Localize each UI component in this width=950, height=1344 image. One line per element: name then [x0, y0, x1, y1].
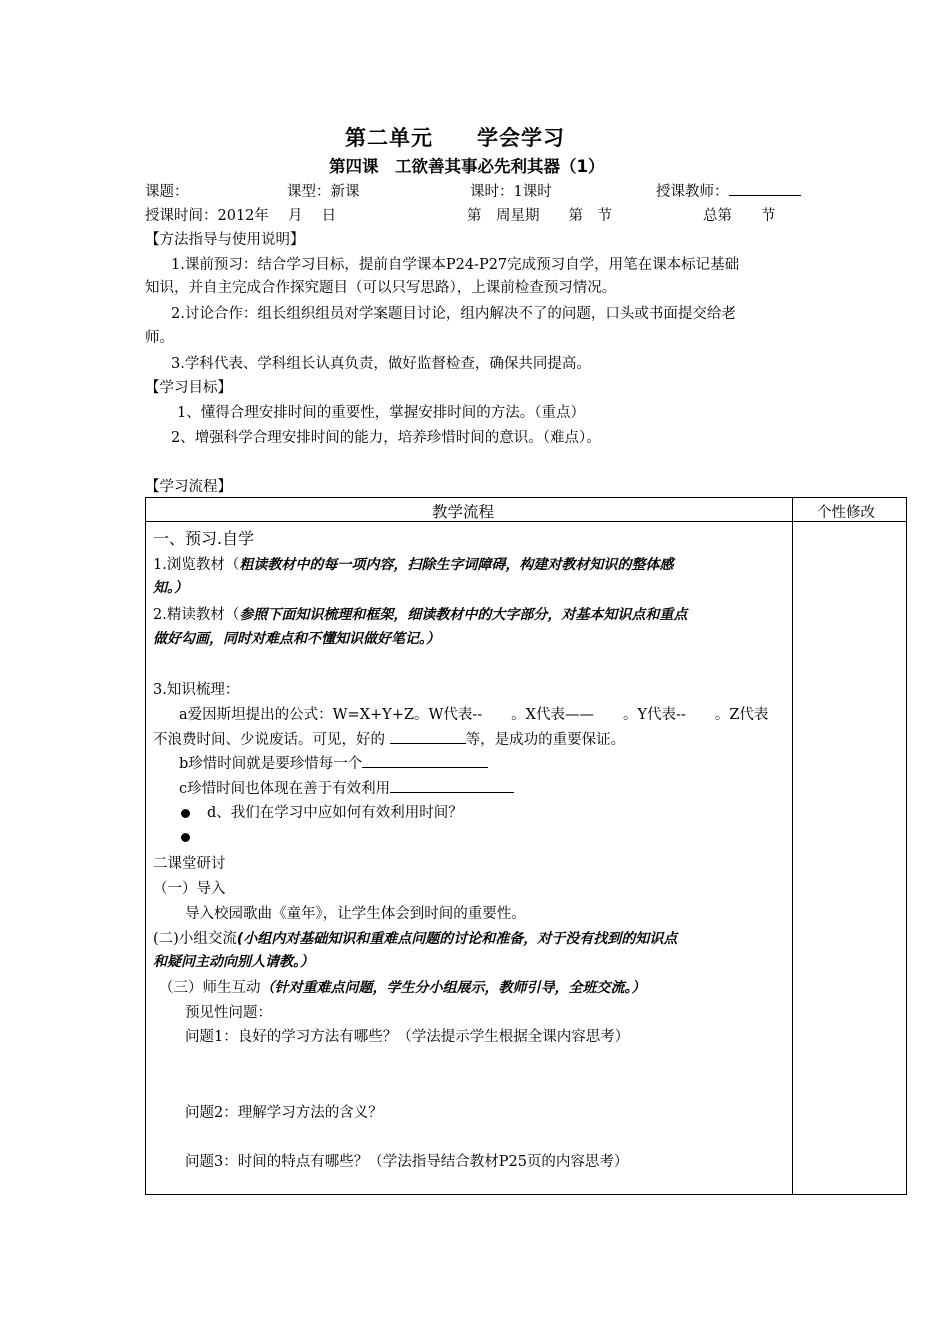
sub-group: (二)小组交流(小组内对基础知识和重难点问题的讨论和准备，对于没有找到的知识点: [153, 931, 678, 947]
info-topic: 课题：: [145, 184, 189, 200]
goal-2: 2、增强科学合理安排时间的能力，培养珍惜时间的意识。（难点）。: [171, 430, 601, 446]
step-browse: 1.浏览教材（粗读教材中的每一项内容，扫除生字词障碍，构建对教材知识的整体感: [153, 557, 674, 573]
lesson-title: 第四课 工欲善其事必先利其器（1）: [329, 157, 605, 176]
item-d: d、我们在学习中应如何有效利用时间？: [207, 805, 463, 821]
method-p2b: 师。: [145, 330, 174, 346]
unit-title: 第二单元 学会学习: [345, 126, 565, 150]
item-a-cont: 不浪费时间、少说废话。可见，好的 等，是成功的重要保证。: [153, 728, 625, 749]
bullet-icon: [181, 830, 190, 846]
sub-group-cont: 和疑问主动向别人请教。）: [153, 954, 314, 970]
sub-intro-text: 导入校园歌曲《童年》，让学生体会到时间的重要性。: [185, 906, 526, 922]
info-type: 课型：新课: [287, 184, 360, 200]
item-a: a爱因斯坦提出的公式：W=X+Y+Z。W代表-- 。X代表—— 。Y代表-- 。Z代表: [179, 707, 769, 723]
bullet-icon: [181, 806, 190, 822]
header-divider: [145, 521, 907, 522]
blank-c: [390, 778, 514, 793]
info-week: 第 周星期 第 节: [467, 208, 612, 224]
method-p2a: 2.讨论合作：组长组织组员对学案题目讨论，组内解决不了的问题，口头或书面提交给老: [171, 306, 736, 322]
question-3: 问题3：时间的特点有哪些？（学法指导结合教材P25页的内容思考）: [185, 1154, 629, 1170]
col-header-edit: 个性修改: [817, 505, 875, 521]
info-teacher: [656, 180, 801, 201]
blank-a: [390, 729, 466, 744]
blank-b: [362, 753, 488, 768]
info-time: 授课时间：2012年 月 日: [145, 208, 337, 224]
col-header-flow: 教学流程: [432, 503, 495, 521]
flow-heading: 【学习流程】: [145, 479, 232, 495]
method-p1a: 1.课前预习：结合学习目标，提前自学课本P24-P27完成预习自学，用笔在课本标记基础: [171, 257, 740, 273]
item-c: c珍惜时间也体现在善于有效利用: [179, 777, 514, 798]
info-hours: 课时：1课时: [470, 184, 552, 200]
preview-questions: 预见性问题：: [185, 1005, 272, 1021]
step-read: 2.精读教材（参照下面知识梳理和框架，细读教材中的大字部分，对基本知识点和重点: [153, 607, 688, 623]
question-1: 问题1：良好的学习方法有哪些？（学法提示学生根据全课内容思考）: [185, 1029, 630, 1045]
info-teacher-label: 授课教师：: [656, 184, 729, 200]
teacher-blank: [729, 181, 801, 196]
item-b: b珍惜时间就是要珍惜每一个: [179, 752, 488, 773]
section-preview: 一、预习.自学: [153, 529, 255, 548]
step-read-cont: 做好勾画，同时对难点和不懂知识做好笔记。）: [153, 631, 440, 647]
method-p3: 3.学科代表、学科组长认真负责，做好监督检查，确保共同提高。: [171, 356, 591, 372]
info-total: 总第 节: [703, 208, 776, 224]
column-divider: [792, 497, 793, 1195]
method-p1b: 知识，并自主完成合作探究题目（可以只写思路），上课前检查预习情况。: [145, 280, 617, 296]
sub-intro: （一）导入: [153, 881, 226, 897]
section-class: 二课堂研讨: [153, 856, 226, 872]
method-heading: 【方法指导与使用说明】: [145, 232, 305, 248]
goal-1: 1、懂得合理安排时间的重要性，掌握安排时间的方法。（重点）: [177, 405, 585, 421]
sub-interact: （三）师生互动（针对重难点问题，学生分小组展示，教师引导，全班交流。）: [159, 980, 646, 996]
goals-heading: 【学习目标】: [145, 380, 232, 396]
step-browse-cont: 知。）: [153, 580, 188, 596]
question-2: 问题2：理解学习方法的含义？: [185, 1105, 383, 1121]
step-sort: 3.知识梳理：: [153, 682, 240, 698]
